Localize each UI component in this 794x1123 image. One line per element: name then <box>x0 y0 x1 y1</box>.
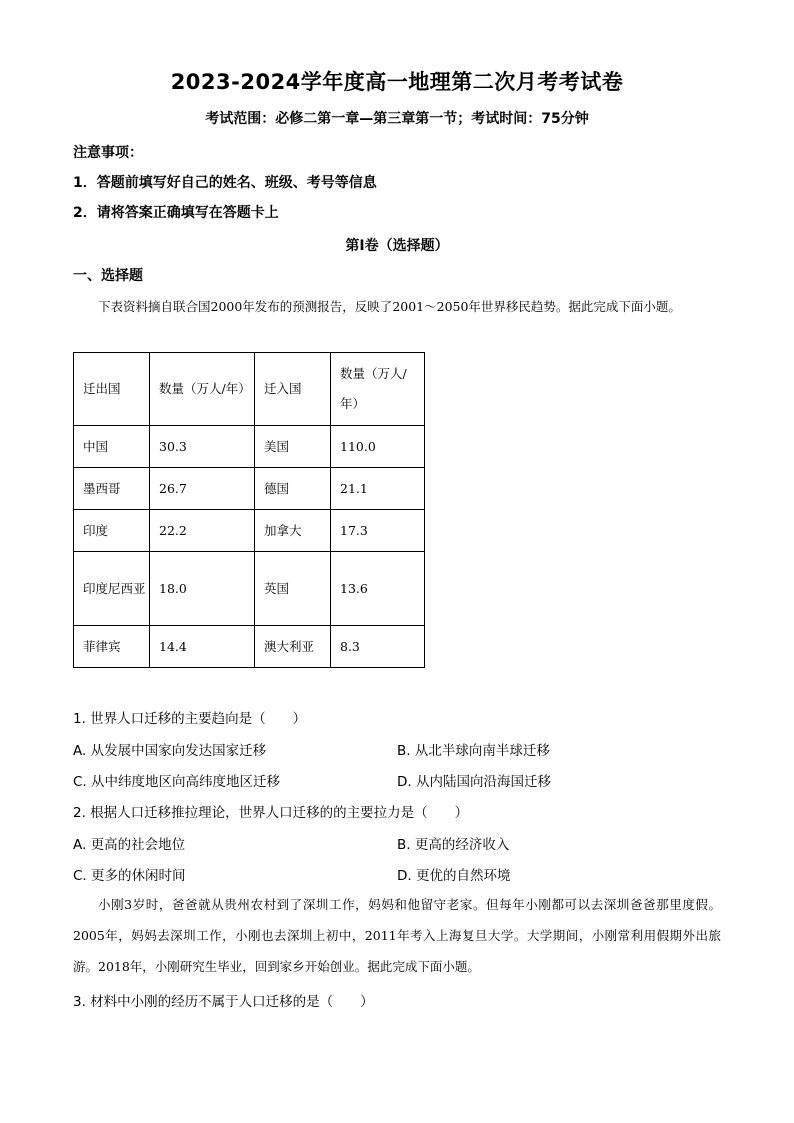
table-cell: 8.3 <box>331 626 425 668</box>
table-row <box>74 468 425 510</box>
table-row <box>74 552 425 626</box>
table-cell: 22.2 <box>150 510 255 552</box>
table-cell: 墨西哥 <box>74 468 150 510</box>
table-cell: 加拿大 <box>255 510 331 552</box>
question-2-option-b: B. 更高的经济收入 <box>397 837 510 853</box>
question-1-stem: 1. 世界人口迁移的主要趋向是（ ） <box>73 711 307 727</box>
table-header-cell: 迁入国 <box>255 353 331 426</box>
question-2-option-c: C. 更多的休闲时间 <box>73 868 186 884</box>
passage-1: 下表资料摘自联合国2000年发布的预测报告，反映了2001～2050年世界移民趋势。据此完成下面小题。 <box>98 299 681 314</box>
question-1-option-a: A. 从发展中国家向发达国家迁移 <box>73 743 267 759</box>
question-1-option-d: D. 从内陆国向沿海国迁移 <box>397 774 551 790</box>
exam-subtitle: 考试范围：必修二第一章—第三章第一节；考试时间：75分钟 <box>205 111 589 127</box>
section-title: 一、选择题 <box>73 268 143 284</box>
table-cell: 澳大利亚 <box>255 626 331 668</box>
table-header-cell: 迁出国 <box>74 353 150 426</box>
question-2-option-a: A. 更高的社会地位 <box>73 837 186 853</box>
table-cell: 17.3 <box>331 510 425 552</box>
table-cell: 26.7 <box>150 468 255 510</box>
table-row <box>74 426 425 468</box>
table-cell: 110.0 <box>331 426 425 468</box>
note-item-1: 1．答题前填写好自己的姓名、班级、考号等信息 <box>73 175 377 191</box>
table-cell: 印度 <box>74 510 150 552</box>
table-cell: 菲律宾 <box>74 626 150 668</box>
table-cell: 18.0 <box>150 552 255 626</box>
table-cell: 印度尼西亚 <box>74 552 150 626</box>
table-header-row <box>74 353 425 426</box>
table-cell: 中国 <box>74 426 150 468</box>
table-cell: 德国 <box>255 468 331 510</box>
table-cell: 21.1 <box>331 468 425 510</box>
question-2-stem: 2. 根据人口迁移推拉理论，世界人口迁移的的主要拉力是（ ） <box>73 805 469 821</box>
table-cell: 英国 <box>255 552 331 626</box>
table-header-cell: 数量（万人/年） <box>150 353 255 426</box>
passage-2: 小刚3岁时，爸爸就从贵州农村到了深圳工作，妈妈和他留守老家。但每年小刚都可以去深圳爸爸那里度假。2005年，妈妈去深圳工作，小刚也去深圳上初中，2011年考入上海复旦大学。大学期间，小刚常利用假期外出旅游。2018年，小刚研究生毕业，回到家乡开始创业。据此完成下面小题。 <box>73 897 721 974</box>
note-item-2: 2．请将答案正确填写在答题卡上 <box>73 205 279 221</box>
table-cell: 14.4 <box>150 626 255 668</box>
table-row <box>74 510 425 552</box>
question-1-option-c: C. 从中纬度地区向高纬度地区迁移 <box>73 774 281 790</box>
question-2-option-d: D. 更优的自然环境 <box>397 868 511 884</box>
notes-heading: 注意事项： <box>73 145 143 161</box>
volume-title: 第Ⅰ卷（选择题） <box>345 238 449 254</box>
table-row <box>74 626 425 668</box>
migration-table <box>73 352 425 668</box>
table-cell: 30.3 <box>150 426 255 468</box>
table-header-cell: 数量（万人/年） <box>331 353 425 426</box>
table-cell: 13.6 <box>331 552 425 626</box>
table-cell: 美国 <box>255 426 331 468</box>
question-3-stem: 3. 材料中小刚的经历不属于人口迁移的是（ ） <box>73 994 374 1010</box>
question-1-option-b: B. 从北半球向南半球迁移 <box>397 743 550 759</box>
exam-title: 2023-2024学年度高一地理第二次月考考试卷 <box>170 70 624 94</box>
